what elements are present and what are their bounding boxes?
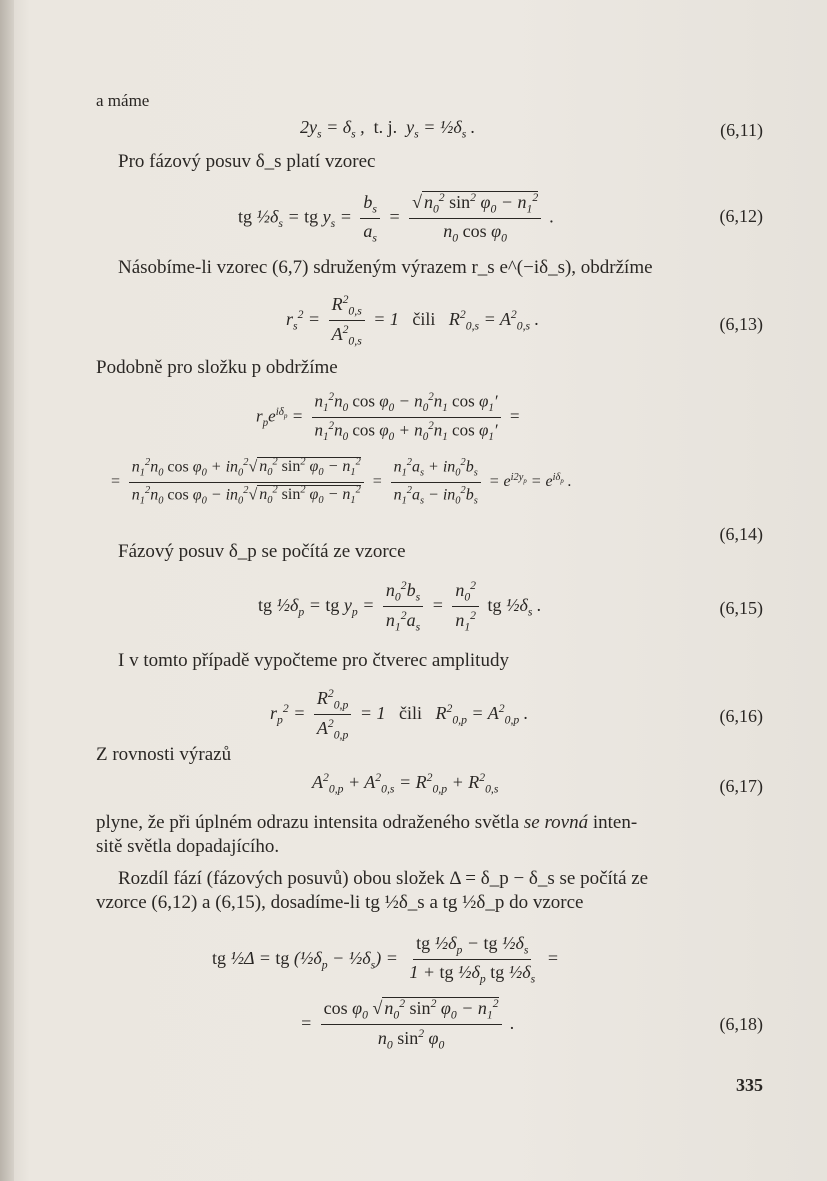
text-a-mame: a máme <box>96 91 150 110</box>
equation-number: (6,12) <box>719 206 763 226</box>
equation-6-14-line1: $r_pe^{i\delta_p}$ = $\frac{n_1^2n_0 \cos \varphi_0 - n_0^2n_1 \cos \varphi_1'}{n_1^2n_0 \cos \varphi_0 + n_0^2n_1 \cos \varphi_1'}$ = <box>256 391 521 444</box>
text-podobne: Podobně pro složku p obdržíme <box>96 357 338 378</box>
text-plyne-part2: inten- <box>588 812 638 833</box>
fraction-sqrt: $\frac{√ n_0^2 \sin^2 \varphi_0 - n_1^2}{n_0 \cos \varphi_0}$ <box>409 192 541 245</box>
equation-number: (6,15) <box>719 598 763 618</box>
equation-6-12: tg $\frac{1}{2}\delta_s$ = tg $y_s$ = $\frac{b_s}{a_s}$ = $\frac{√ n_0^2 \sin^2 \varphi_0 - n_1^2}{n_0 \cos \varphi_0}$ . <box>238 191 555 245</box>
text-plyne-part1: plyne, že při úplném odrazu intensita odraženého světla <box>96 812 524 833</box>
equation-6-18-line1: tg ½Δ = tg ($\frac{1}{2}\delta_p$ − $\frac{1}{2}\delta_s$) = $\frac{tg \frac{1}{2}\delta_p - tg \frac{1}{2}\delta_s}{1 + tg \frac{1}{2}\delta_p tg \frac{1}{2}\delta_s}$ = <box>212 933 559 986</box>
equation-number: (6,16) <box>719 706 763 726</box>
equation-6-13: $r_s^2$ = $\frac{R^2_{0,s}}{A^2_{0,s}}$ = 1 čili $R^2_{0,s} = A^2_{0,s}$ . <box>286 293 540 348</box>
text-se-rovna-italic: se rovná <box>523 812 589 833</box>
equation-number: (6,11) <box>720 120 763 140</box>
text-vzorce: vzorce (6,12) a (6,15), dosadíme-li tg ½δ_s a tg ½δ_p do vzorce <box>96 892 584 913</box>
equation-6-11: $2y_s = \delta_s$ , t. j. $y_s$ = $\frac{1}{2}\delta_s$ . <box>300 117 476 141</box>
text-plyne <box>96 813 637 832</box>
text-z-rovnosti: Z rovnosti výrazů <box>96 744 232 765</box>
equation-number: (6,13) <box>719 314 763 334</box>
equation-6-15: tg $\frac{1}{2}\delta_p$ = tg $y_p$ = $\frac{n_0^2b_s}{n_1^2a_s}$ = $\frac{n_0^2}{n_1^2}$ tg $\frac{1}{2}\delta_s$ . <box>258 579 542 634</box>
equation-6-14-line2: = $\frac{n_1^2n_0 \cos \varphi_0 + in_0^2√ n_0^2 \sin^2 \varphi_0 - n_1^2}{n_1^2n_0 \cos \varphi_0 - in_0^2√ n_0^2 \sin^2 \varphi_0 - n_1^2}$ = $\frac{n_1^2a_s + in_0^2b_s}{n_1^2a_s - in_0^2b_s}$ = $e^{i2y_p} = e^{i\delta_p}$ . <box>110 457 572 507</box>
equation-number: (6,18) <box>719 1014 763 1034</box>
book-spine-shadow <box>0 0 14 1181</box>
fraction-b-over-a: $\frac{b_s}{a_s}$ <box>360 193 380 245</box>
equation-6-17: $A^2_{0,p} + A^2_{0,s} = R^2_{0,p} + R^2_{0,s}$ <box>312 771 499 796</box>
equation-number: (6,14) <box>719 524 763 544</box>
equation-number: (6,17) <box>719 776 763 796</box>
text-pro-fazovy: Pro fázový posuv δ_s platí vzorec <box>118 151 376 172</box>
text-i-v-tomto: I v tomto případě vypočteme pro čtverec amplitudy <box>118 650 509 671</box>
page-number: 335 <box>736 1075 763 1095</box>
equation-6-16: $r_p^2$ = $\frac{R^2_{0,p}}{A^2_{0,p}}$ = 1 čili $R^2_{0,p} = A^2_{0,p}$ . <box>270 687 529 742</box>
equation-6-18-line2: = $\frac{\cos \varphi_0 √ n_0^2 \sin^2 \varphi_0 - n_1^2}{n_0 \sin^2 \varphi_0}$ . <box>300 997 515 1052</box>
text-fazovy-p: Fázový posuv δ_p se počítá ze vzorce <box>118 541 406 562</box>
text-site: sitě světla dopadajícího. <box>96 836 280 857</box>
text-rozdil: Rozdíl fází (fázových posuvů) obou složek Δ = δ_p − δ_s se počítá ze <box>118 868 649 889</box>
text-nasobime: Násobíme-li vzorec (6,7) sdruženým výrazem r_s e^(−iδ_s), obdržíme <box>118 257 653 278</box>
